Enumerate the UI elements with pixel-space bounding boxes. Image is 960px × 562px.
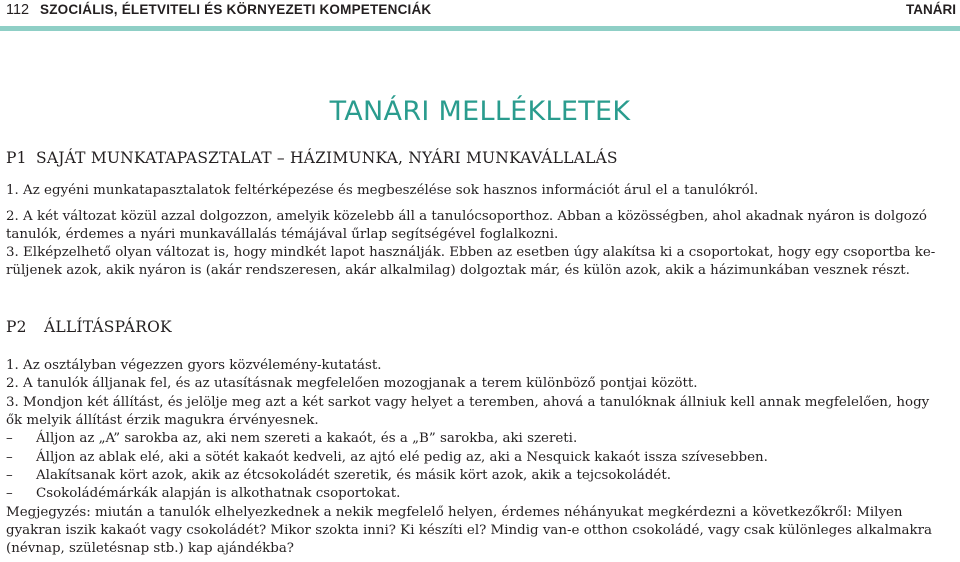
- list-item-text: Álljon az ablak elé, aki a sötét kakaót kedveli, az ajtó elé pedig az, aki a Nesquick kakaót issza szívesebben.: [36, 450, 768, 465]
- list-item: [6, 449, 768, 467]
- section-title: SAJÁT MUNKATAPASZTALAT – HÁZIMUNKA, NYÁRI MUNKAVÁLLALÁS: [36, 149, 618, 167]
- list-item-text: Álljon az „A” sarokba az, aki nem szereti a kakaót, és a „B” sarokba, aki szereti.: [36, 431, 578, 446]
- running-title: SZOCIÁLIS, ÉLETVITELI ÉS KÖRNYEZETI KOMPETENCIÁK: [40, 2, 432, 17]
- list-item: [6, 467, 671, 485]
- list-item-text: Csokoládémárkák alapján is alkothatnak csoportokat.: [36, 486, 401, 501]
- section-title: ÁLLÍTÁSPÁROK: [44, 318, 172, 336]
- paragraph-line: 1. Az osztályban végezzen gyors közvélemény-kutatást.: [6, 358, 382, 373]
- dash-bullet: –: [6, 450, 13, 465]
- page-header: [0, 0, 960, 26]
- section-heading-p1: [6, 149, 618, 167]
- list-item: [6, 430, 577, 448]
- paragraph-line: 2. A tanulók álljanak fel, és az utasításnak megfelelően mozogjanak a terem különböző pontjai között.: [6, 376, 698, 391]
- section-number: P1: [6, 149, 27, 167]
- note-line: gyakran iszik kakaót vagy csokoládét? Mikor szokta inni? Ki készíti el? Mindig van-e otthon csokoládé, vagy csak különleges alkalmakra: [6, 523, 933, 538]
- header-section-label: TANÁRI: [906, 2, 956, 17]
- paragraph-line: rüljenek azok, akik nyáron is (akár rendszeresen, akár alkalmilag) dolgoztak már, és külön azok, akik a házimunkában vesznek részt.: [6, 263, 910, 278]
- section-number: P2: [6, 318, 27, 336]
- paragraph-line: 3. Mondjon két állítást, és jelölje meg azt a két sarkot vagy helyet a teremben, ahová a tanulóknak állniuk kell annak megfelelően, hogy: [6, 395, 930, 410]
- section-heading-p2: [6, 318, 172, 336]
- list-item-text: Alakítsanak kört azok, akik az étcsokoládét szeretik, és másik kört azok, akik a tejcsokoládét.: [36, 468, 671, 483]
- note-line: Megjegyzés: miután a tanulók elhelyezkednek a nekik megfelelő helyen, érdemes néhányukat megkérdezni a következőkről: Milyen: [6, 505, 903, 520]
- paragraph-line: tanulók, érdemes a nyári munkavállalás témájával űrlap segítségével foglalkozni.: [6, 227, 559, 242]
- dash-bullet: –: [6, 431, 13, 446]
- list-item: [6, 485, 400, 503]
- page-number: 112: [6, 2, 30, 18]
- dash-bullet: –: [6, 468, 13, 483]
- paragraph-line: 2. A két változat közül azzal dolgozzon, amelyik közelebb áll a tanulócsoporthoz. Abban a közösségben, ahol akadnak nyáron is dolgozó: [6, 209, 927, 224]
- paragraph-line: 1. Az egyéni munkatapasztalatok feltérképezése és megbeszélése sok hasznos információt árul el a tanulókról.: [6, 183, 759, 198]
- note-line: (névnap, születésnap stb.) kap ajándékba?: [6, 541, 294, 556]
- paragraph-line: ők melyik állítást érzik magukra érvényesnek.: [6, 413, 319, 428]
- page-title: TANÁRI MELLÉKLETEK: [329, 96, 631, 127]
- header-rule: [0, 26, 960, 31]
- paragraph-line: 3. Elképzelhető olyan változat is, hogy mindkét lapot használják. Ebben az esetben úgy alakítsa ki a csoportokat, hogy egy csoportba ke-: [6, 245, 936, 260]
- dash-bullet: –: [6, 486, 13, 501]
